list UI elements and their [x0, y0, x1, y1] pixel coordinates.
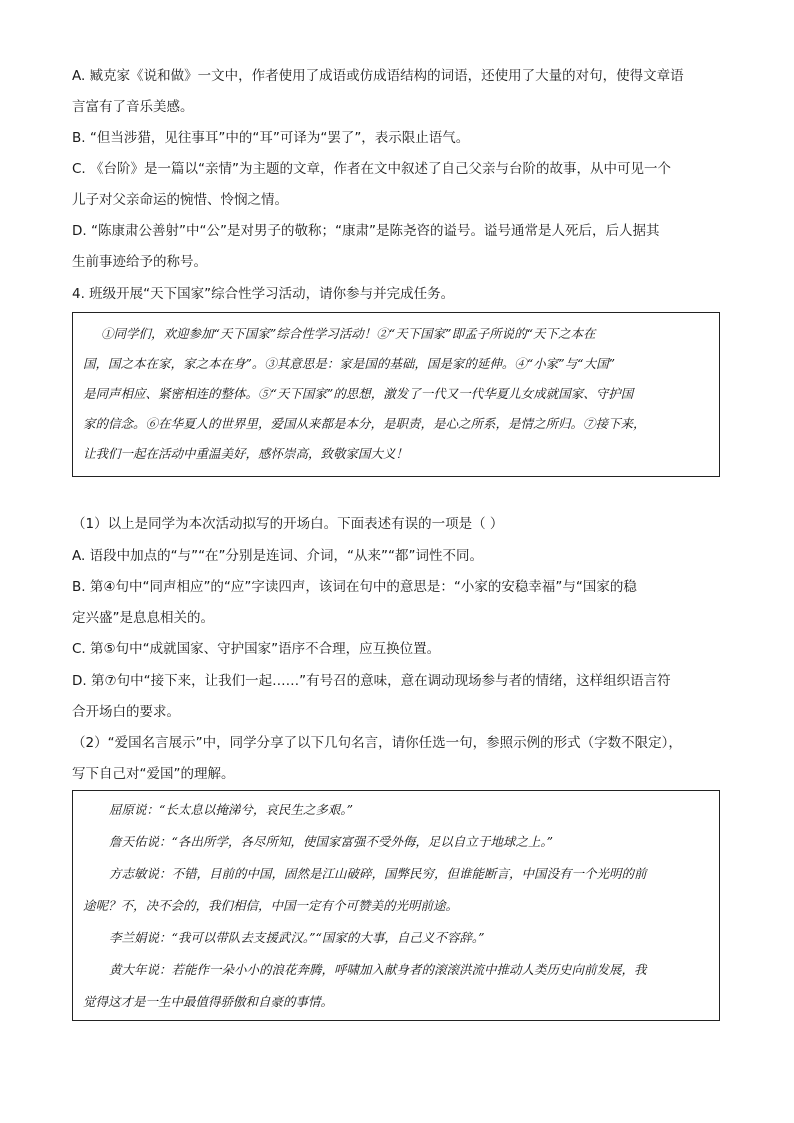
option-d-line-1: D. “陈康肃公善射”中“公”是对男子的敬称；“康肃”是陈尧咨的谥号。谥号通常是人死后，后人据其	[72, 223, 660, 239]
subquestion-1-option-b-line-1: B. 第④句中“同声相应”的“应”字读四声，该词在句中的意思是：“小家的安稳幸福”与“国家的稳	[72, 579, 637, 595]
quote-line: 李兰娟说：“我可以带队去支援武汉。”“国家的大事，自己义不容辞。”	[109, 930, 485, 945]
speech-line: 让我们一起在活动中重温美好，感怀崇高，致敬家国大义！	[83, 446, 409, 461]
quote-line: 黄大年说：若能作一朵小小的浪花奔腾，呼啸加入献身者的滚滚洪流中推动人类历史向前发展，我	[109, 962, 647, 977]
option-a-line-1: A. 臧克家《说和做》一文中，作者使用了成语或仿成语结构的词语，还使用了大量的对句，使得文章语	[72, 68, 684, 84]
quotes-box	[72, 790, 720, 1021]
quote-line: 詹天佑说：“各出所学，各尽所知，使国家富强不受外侮，足以自立于地球之上。”	[109, 834, 554, 849]
subquestion-1-option-b-line-2: 定兴盛”是息息相关的。	[72, 610, 214, 626]
speech-line: 家的信念。⑥在华夏人的世界里，爱国从来都是本分，是职责，是心之所系，是情之所归。⑦接下来，	[83, 416, 646, 431]
speech-line: 国，国之本在家，家之本在身”。③其意思是：家是国的基础，国是家的延伸。④“小家”与“大国”	[83, 356, 615, 371]
quote-line: 方志敏说：不错，目前的中国，固然是江山破碎，国弊民穷，但谁能断言，中国没有一个光明的前	[109, 866, 647, 881]
subquestion-1-option-d-line-1: D. 第⑦句中“接下来，让我们一起……”有号召的意味，意在调动现场参与者的情绪，这样组织语言符	[72, 673, 671, 689]
subquestion-1-option-a: A. 语段中加点的“与”“在”分别是连词、介词，“从来”“都”词性不同。	[72, 548, 484, 564]
subquestion-1-option-c: C. 第⑤句中“成就国家、守护国家”语序不合理，应互换位置。	[72, 641, 441, 657]
option-d-line-2: 生前事迹给予的称号。	[72, 254, 207, 270]
quote-line: 途呢？不，决不会的，我们相信，中国一定有个可赞美的光明前途。	[83, 898, 459, 913]
question-4-stem: 4. 班级开展“天下国家”综合性学习活动，请你参与并完成任务。	[72, 286, 455, 302]
option-b: B. “但当涉猎，见往事耳”中的“耳”可译为“罢了”，表示限止语气。	[72, 130, 470, 146]
option-a-line-2: 言富有了音乐美感。	[72, 99, 194, 115]
subquestion-1-option-d-line-2: 合开场白的要求。	[72, 704, 180, 720]
quote-line: 觉得这才是一生中最值得骄傲和自豪的事情。	[83, 994, 334, 1009]
speech-line: 是同声相应、紧密相连的整体。⑤“天下国家”的思想，激发了一代又一代华夏儿女成就国家、守护国	[83, 386, 634, 401]
subquestion-2-stem-line-2: 写下自己对“爱国”的理解。	[72, 766, 235, 782]
subquestion-2-stem-line-1: （2）“爱国名言展示”中，同学分享了以下几句名言，请你任选一句，参照示例的形式（字数不限定），	[72, 735, 682, 751]
subquestion-1-stem: （1）以上是同学为本次活动拟写的开场白。下面表述有误的一项是（ ）	[72, 516, 504, 532]
quote-line: 屈原说：“长太息以掩涕兮，哀民生之多艰。”	[109, 802, 354, 817]
option-c-line-1: C. 《台阶》是一篇以“亲情”为主题的文章，作者在文中叙述了自己父亲与台阶的故事，从中可见一个	[72, 161, 671, 177]
opening-speech-box	[72, 312, 720, 477]
option-c-line-2: 儿子对父亲命运的惋惜、怜悯之情。	[72, 192, 288, 208]
speech-line: ①同学们，欢迎参加“天下国家”综合性学习活动！②“天下国家”即孟子所说的“天下之本在	[101, 326, 596, 341]
